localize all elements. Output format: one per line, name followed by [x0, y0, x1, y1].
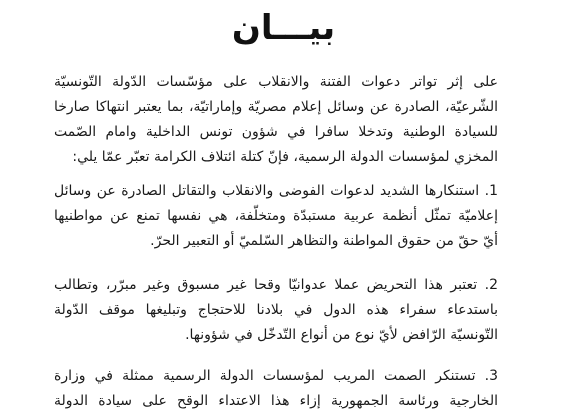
item-line: 1. استنكارها الشديد لدعوات الفوضى والانقلاب والتقاتل الصادرة عن وسائل	[54, 183, 498, 199]
item-line: التّونسيّة الرّافض لأيّ نوع من أنواع التّدخّل في شؤونها.	[185, 327, 498, 343]
page-title: بيـــان	[231, 8, 336, 48]
statement-item-3	[54, 364, 498, 410]
intro-line: للسيادة الوطنية وتدخلا سافرا في شؤون تونس الداخلية وامام الصّمت	[54, 124, 498, 140]
intro-line: المخزي لمؤسسات الدولة الرسمية، فإنّ كتلة ائتلاف الكرامة تعبّر عمّا يلي:	[72, 149, 498, 165]
statement-item-2	[54, 273, 498, 348]
intro-line: الشّرعيّة، الصادرة عن وسائل إعلام مصريّة وإماراتيّة، بما يعتبر انتهاكا صارخا	[54, 99, 498, 115]
item-line: إعلاميّة تمثّل أنظمة عربية مستبدّة ومتخلّفة، هي نفسها تمنع عن مواطنيها	[54, 208, 498, 224]
intro-line: على إثر تواتر دعوات الفتنة والانقلاب على مؤسّسات الدّولة التّونسيّة	[54, 74, 498, 90]
item-line: باستدعاء سفراء هذه الدول في بلادنا للاحتجاج وتبليغها موقف الدّولة	[54, 302, 498, 318]
item-line: الخارجية ورئاسة الجمهورية إزاء هذا الاعتداء الوقح على سيادة الدولة	[54, 393, 498, 409]
item-line: 3. تستنكر الصمت المريب لمؤسسات الدولة الرسمية ممثلة في وزارة	[54, 368, 498, 384]
item-line: أيّ حقّ من حقوق المواطنة والتظاهر السّلميّ أو التعبير الحرّ.	[150, 233, 498, 249]
statement-item-1	[54, 179, 498, 254]
item-line: 2. تعتبر هذا التحريض عملا عدوانيّا وقحا غير مسبوق وغير مبرّر، وتطالب	[54, 277, 498, 293]
intro-paragraph	[54, 70, 498, 170]
